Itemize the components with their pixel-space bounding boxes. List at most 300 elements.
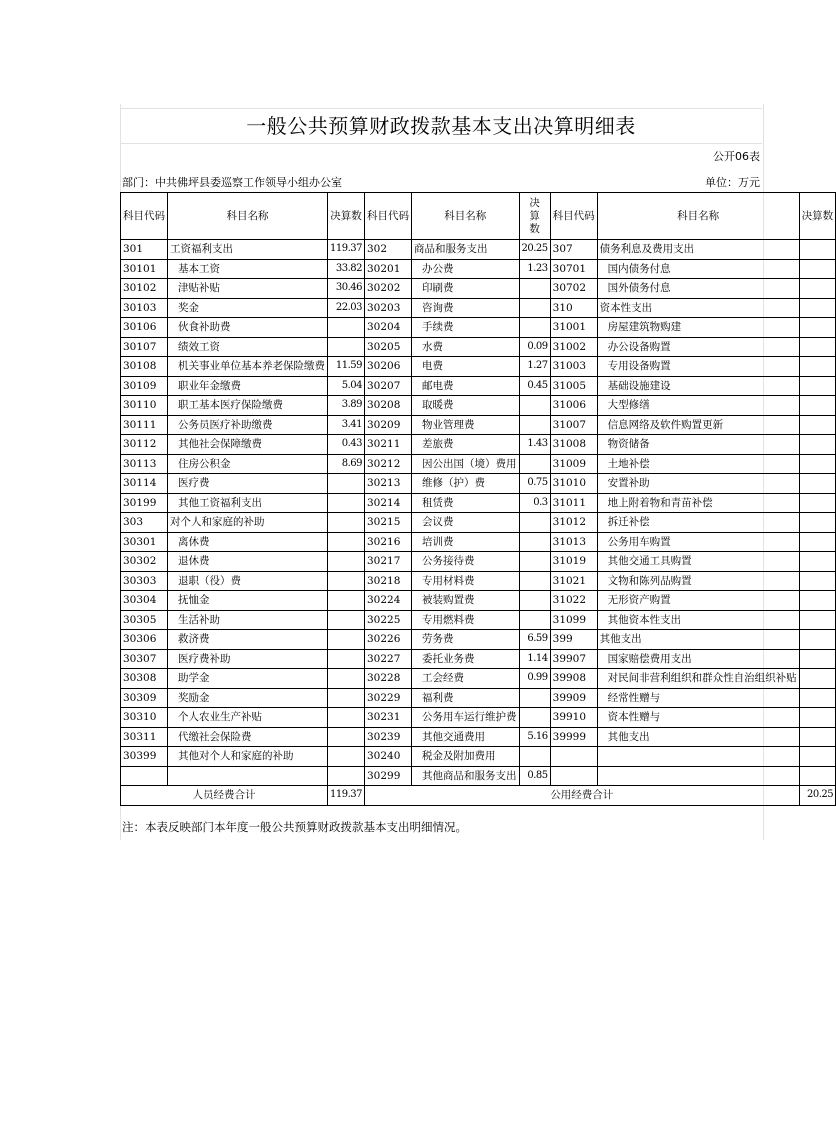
table-row — [121, 532, 836, 552]
cell-name: 福利费 — [412, 688, 520, 708]
cell-code: 31013 — [550, 532, 597, 552]
cell-amount — [328, 727, 365, 747]
cell-amount: 1.27 — [519, 357, 550, 377]
cell-amount — [799, 552, 836, 572]
table-row — [121, 766, 836, 786]
cell-name: 机关事业单位基本养老保险缴费 — [168, 357, 328, 377]
cell-name: 离休费 — [168, 532, 328, 552]
cell-amount — [328, 630, 365, 650]
cell-name: 电费 — [412, 357, 520, 377]
table-row — [121, 259, 836, 279]
cell-code: 30203 — [365, 298, 412, 318]
cell-amount — [519, 454, 550, 474]
header-amount-2 — [519, 193, 550, 240]
cell-name: 劳务费 — [412, 630, 520, 650]
cell-code: 31021 — [550, 571, 597, 591]
cell-amount — [328, 747, 365, 767]
cell-amount — [799, 493, 836, 513]
cell-code: 30228 — [365, 669, 412, 689]
cell-amount — [799, 415, 836, 435]
cell-code: 30702 — [550, 279, 597, 299]
cell-code — [550, 747, 597, 767]
cell-name: 被装购置费 — [412, 591, 520, 611]
cell-name: 税金及附加费用 — [412, 747, 520, 767]
cell-name: 因公出国（境）费用 — [412, 454, 520, 474]
cell-amount — [519, 571, 550, 591]
unit-label: 单位：万元 — [705, 176, 760, 189]
header-row — [121, 193, 836, 240]
cell-amount: 6.59 — [519, 630, 550, 650]
report-title: 一般公共预算财政拨款基本支出决算明细表 — [120, 108, 762, 144]
cell-amount — [519, 688, 550, 708]
cell-name: 基础设施建设 — [597, 376, 799, 396]
cell-code: 31005 — [550, 376, 597, 396]
cell-amount — [328, 708, 365, 728]
table-number: 公开06表 — [713, 150, 760, 163]
header-amount-3: 决算数 — [799, 193, 836, 240]
personnel-total-label: 人员经费合计 — [121, 786, 328, 806]
cell-code: 30106 — [121, 318, 168, 338]
cell-code: 30217 — [365, 552, 412, 572]
cell-code: 30113 — [121, 454, 168, 474]
cell-amount: 5.04 — [328, 376, 365, 396]
cell-name: 其他支出 — [597, 727, 799, 747]
cell-name: 基本工资 — [168, 259, 328, 279]
cell-name: 国内债务付息 — [597, 259, 799, 279]
cell-code: 30108 — [121, 357, 168, 377]
header-amount-1: 决算数 — [328, 193, 365, 240]
cell-amount: 0.45 — [519, 376, 550, 396]
cell-amount: 22.03 — [328, 298, 365, 318]
cell-amount — [519, 513, 550, 533]
cell-amount — [799, 357, 836, 377]
cell-code: 30701 — [550, 259, 597, 279]
table-row — [121, 571, 836, 591]
cell-name: 绩效工资 — [168, 337, 328, 357]
cell-name: 专用燃料费 — [412, 610, 520, 630]
cell-amount — [799, 649, 836, 669]
expenditure-table — [120, 192, 836, 806]
cell-code: 31007 — [550, 415, 597, 435]
cell-code: 30212 — [365, 454, 412, 474]
table-row — [121, 513, 836, 533]
table-row — [121, 727, 836, 747]
department-label: 部门：中共佛坪县委巡察工作领导小组办公室 — [122, 176, 342, 189]
cell-name: 物资储备 — [597, 435, 799, 455]
cell-amount: 3.41 — [328, 415, 365, 435]
cell-amount: 119.37 — [328, 240, 365, 260]
cell-name: 其他商品和服务支出 — [412, 766, 520, 786]
table-row — [121, 318, 836, 338]
cell-amount — [519, 552, 550, 572]
cell-code: 30303 — [121, 571, 168, 591]
cell-code: 30199 — [121, 493, 168, 513]
table-row — [121, 610, 836, 630]
header-code-1: 科目代码 — [121, 193, 168, 240]
table-row — [121, 708, 836, 728]
cell-code: 30202 — [365, 279, 412, 299]
cell-amount — [799, 396, 836, 416]
cell-code: 30227 — [365, 649, 412, 669]
cell-amount — [799, 435, 836, 455]
cell-code: 30311 — [121, 727, 168, 747]
cell-amount — [328, 610, 365, 630]
cell-name: 医疗费 — [168, 474, 328, 494]
cell-code: 30209 — [365, 415, 412, 435]
cell-amount — [799, 669, 836, 689]
cell-name: 咨询费 — [412, 298, 520, 318]
cell-amount — [328, 532, 365, 552]
table-row — [121, 591, 836, 611]
cell-code: 30102 — [121, 279, 168, 299]
cell-amount: 5.16 — [519, 727, 550, 747]
cell-amount: 0.75 — [519, 474, 550, 494]
cell-name: 资本性支出 — [597, 298, 799, 318]
cell-amount: 8.69 — [328, 454, 365, 474]
cell-code: 31012 — [550, 513, 597, 533]
cell-amount — [799, 747, 836, 767]
cell-amount — [799, 298, 836, 318]
table-row — [121, 279, 836, 299]
cell-amount — [328, 591, 365, 611]
cell-name: 安置补助 — [597, 474, 799, 494]
cell-code: 30225 — [365, 610, 412, 630]
cell-name: 个人农业生产补贴 — [168, 708, 328, 728]
cell-amount — [799, 708, 836, 728]
cell-code: 30112 — [121, 435, 168, 455]
cell-amount — [799, 766, 836, 786]
cell-amount — [799, 532, 836, 552]
cell-name: 会议费 — [412, 513, 520, 533]
cell-amount — [799, 571, 836, 591]
cell-amount: 1.43 — [519, 435, 550, 455]
cell-code: 30207 — [365, 376, 412, 396]
cell-code: 30399 — [121, 747, 168, 767]
cell-name: 抚恤金 — [168, 591, 328, 611]
table-row — [121, 357, 836, 377]
header-name-2: 科目名称 — [412, 193, 520, 240]
cell-code: 30213 — [365, 474, 412, 494]
cell-name: 医疗费补助 — [168, 649, 328, 669]
cell-code: 30309 — [121, 688, 168, 708]
cell-name: 救济费 — [168, 630, 328, 650]
cell-name: 其他工资福利支出 — [168, 493, 328, 513]
cell-code: 31006 — [550, 396, 597, 416]
cell-code: 30216 — [365, 532, 412, 552]
cell-name: 职业年金缴费 — [168, 376, 328, 396]
cell-name: 文物和陈列品购置 — [597, 571, 799, 591]
cell-code: 30224 — [365, 591, 412, 611]
cell-code: 31099 — [550, 610, 597, 630]
cell-code: 30226 — [365, 630, 412, 650]
cell-name: 商品和服务支出 — [412, 240, 520, 260]
cell-code: 30239 — [365, 727, 412, 747]
cell-code: 31009 — [550, 454, 597, 474]
cell-name: 经常性赠与 — [597, 688, 799, 708]
cell-amount — [799, 337, 836, 357]
cell-code: 30301 — [121, 532, 168, 552]
cell-amount — [799, 279, 836, 299]
table-row — [121, 396, 836, 416]
cell-code: 30305 — [121, 610, 168, 630]
cell-amount — [799, 513, 836, 533]
cell-code: 31019 — [550, 552, 597, 572]
cell-name: 公务接待费 — [412, 552, 520, 572]
cell-amount: 20.25 — [519, 240, 550, 260]
cell-name: 住房公积金 — [168, 454, 328, 474]
cell-amount — [328, 337, 365, 357]
cell-amount: 0.3 — [519, 493, 550, 513]
cell-amount — [519, 415, 550, 435]
cell-amount: 33.82 — [328, 259, 365, 279]
cell-name: 津贴补贴 — [168, 279, 328, 299]
cell-name: 信息网络及软件购置更新 — [597, 415, 799, 435]
cell-amount — [799, 240, 836, 260]
cell-name: 办公设备购置 — [597, 337, 799, 357]
table-row — [121, 474, 836, 494]
personnel-total-value: 119.37 — [328, 786, 365, 806]
cell-name: 房屋建筑物购建 — [597, 318, 799, 338]
cell-code: 30231 — [365, 708, 412, 728]
cell-name: 退职（役）费 — [168, 571, 328, 591]
cell-code: 30114 — [121, 474, 168, 494]
cell-code: 310 — [550, 298, 597, 318]
table-row — [121, 649, 836, 669]
cell-amount: 0.85 — [519, 766, 550, 786]
cell-code: 30240 — [365, 747, 412, 767]
cell-name: 工资福利支出 — [168, 240, 328, 260]
cell-amount — [328, 493, 365, 513]
table-row — [121, 435, 836, 455]
cell-name: 邮电费 — [412, 376, 520, 396]
cell-name: 培训费 — [412, 532, 520, 552]
cell-code: 30110 — [121, 396, 168, 416]
cell-name: 手续费 — [412, 318, 520, 338]
table-row — [121, 454, 836, 474]
cell-code: 30215 — [365, 513, 412, 533]
cell-name: 其他支出 — [597, 630, 799, 650]
cell-name: 拆迁补偿 — [597, 513, 799, 533]
cell-code: 39907 — [550, 649, 597, 669]
cell-name: 助学金 — [168, 669, 328, 689]
cell-amount — [328, 649, 365, 669]
cell-name: 国家赔偿费用支出 — [597, 649, 799, 669]
cell-code: 31002 — [550, 337, 597, 357]
cell-name: 资本性赠与 — [597, 708, 799, 728]
cell-amount — [799, 630, 836, 650]
cell-name: 水费 — [412, 337, 520, 357]
cell-code: 30211 — [365, 435, 412, 455]
cell-amount — [328, 669, 365, 689]
cell-name — [168, 766, 328, 786]
cell-amount — [328, 474, 365, 494]
cell-code: 301 — [121, 240, 168, 260]
cell-code: 31010 — [550, 474, 597, 494]
cell-code: 307 — [550, 240, 597, 260]
cell-name: 取暖费 — [412, 396, 520, 416]
cell-code: 31022 — [550, 591, 597, 611]
cell-code: 399 — [550, 630, 597, 650]
cell-code: 31011 — [550, 493, 597, 513]
cell-code: 30306 — [121, 630, 168, 650]
table-row — [121, 376, 836, 396]
cell-amount: 11.59 — [328, 357, 365, 377]
cell-name: 大型修缮 — [597, 396, 799, 416]
cell-name: 奖励金 — [168, 688, 328, 708]
cell-code: 30218 — [365, 571, 412, 591]
table-row — [121, 630, 836, 650]
cell-amount — [519, 279, 550, 299]
cell-name: 职工基本医疗保险缴费 — [168, 396, 328, 416]
cell-code — [121, 766, 168, 786]
cell-name: 其他资本性支出 — [597, 610, 799, 630]
cell-amount — [799, 474, 836, 494]
table-row — [121, 337, 836, 357]
table-row — [121, 240, 836, 260]
cell-name: 对民间非营利组织和群众性自治组织补贴 — [597, 669, 799, 689]
cell-amount — [799, 454, 836, 474]
cell-code: 30307 — [121, 649, 168, 669]
cell-amount: 1.23 — [519, 259, 550, 279]
cell-amount — [519, 532, 550, 552]
cell-code: 30208 — [365, 396, 412, 416]
cell-amount — [799, 610, 836, 630]
cell-code: 39999 — [550, 727, 597, 747]
cell-amount: 1.14 — [519, 649, 550, 669]
cell-amount — [799, 376, 836, 396]
cell-code — [550, 766, 597, 786]
cell-code: 30304 — [121, 591, 168, 611]
table-row — [121, 298, 836, 318]
cell-amount — [519, 610, 550, 630]
table-row — [121, 415, 836, 435]
cell-code: 31001 — [550, 318, 597, 338]
cell-amount — [328, 513, 365, 533]
cell-code: 30201 — [365, 259, 412, 279]
cell-name: 债务利息及费用支出 — [597, 240, 799, 260]
header-code-3: 科目代码 — [550, 193, 597, 240]
cell-code: 30214 — [365, 493, 412, 513]
cell-code: 39909 — [550, 688, 597, 708]
cell-code: 30206 — [365, 357, 412, 377]
cell-amount: 0.43 — [328, 435, 365, 455]
cell-name: 专用设备购置 — [597, 357, 799, 377]
cell-code: 30205 — [365, 337, 412, 357]
cell-amount — [519, 318, 550, 338]
table-row — [121, 552, 836, 572]
cell-code: 39910 — [550, 708, 597, 728]
cell-name: 其他对个人和家庭的补助 — [168, 747, 328, 767]
cell-name: 工会经费 — [412, 669, 520, 689]
public-total-label: 公用经费合计 — [365, 786, 800, 806]
cell-code: 30111 — [121, 415, 168, 435]
cell-amount — [799, 688, 836, 708]
cell-name — [597, 766, 799, 786]
header-name-3: 科目名称 — [597, 193, 799, 240]
header-code-2: 科目代码 — [365, 193, 412, 240]
header-amount-2-text: 决算数 — [529, 196, 540, 235]
cell-amount — [519, 298, 550, 318]
cell-amount: 0.99 — [519, 669, 550, 689]
cell-code: 30302 — [121, 552, 168, 572]
cell-code: 30229 — [365, 688, 412, 708]
cell-code: 302 — [365, 240, 412, 260]
cell-name: 委托业务费 — [412, 649, 520, 669]
cell-amount — [328, 552, 365, 572]
cell-name: 租赁费 — [412, 493, 520, 513]
footnote: 注：本表反映部门本年度一般公共预算财政拨款基本支出明细情况。 — [122, 820, 467, 834]
cell-name: 专用材料费 — [412, 571, 520, 591]
cell-name: 地上附着物和青苗补偿 — [597, 493, 799, 513]
cell-name: 对个人和家庭的补助 — [168, 513, 328, 533]
cell-amount — [328, 688, 365, 708]
cell-name: 土地补偿 — [597, 454, 799, 474]
table-row — [121, 688, 836, 708]
cell-name: 其他交通工具购置 — [597, 552, 799, 572]
cell-name: 印刷费 — [412, 279, 520, 299]
cell-code: 30299 — [365, 766, 412, 786]
cell-amount: 3.89 — [328, 396, 365, 416]
cell-code: 30204 — [365, 318, 412, 338]
cell-name: 公务员医疗补助缴费 — [168, 415, 328, 435]
cell-code: 30310 — [121, 708, 168, 728]
table-row — [121, 493, 836, 513]
cell-amount: 0.09 — [519, 337, 550, 357]
cell-name: 伙食补助费 — [168, 318, 328, 338]
header-name-1: 科目名称 — [168, 193, 328, 240]
table-row — [121, 669, 836, 689]
table-row — [121, 747, 836, 767]
cell-name: 公务用车运行维护费 — [412, 708, 520, 728]
cell-name: 其他社会保障缴费 — [168, 435, 328, 455]
cell-amount — [519, 396, 550, 416]
cell-amount — [799, 318, 836, 338]
cell-code: 30308 — [121, 669, 168, 689]
cell-amount — [799, 591, 836, 611]
cell-name: 维修（护）费 — [412, 474, 520, 494]
cell-name: 国外债务付息 — [597, 279, 799, 299]
cell-name — [597, 747, 799, 767]
cell-name: 代缴社会保险费 — [168, 727, 328, 747]
cell-name: 奖金 — [168, 298, 328, 318]
cell-code: 31008 — [550, 435, 597, 455]
cell-code: 30103 — [121, 298, 168, 318]
cell-amount — [328, 571, 365, 591]
cell-name: 退休费 — [168, 552, 328, 572]
cell-name: 差旅费 — [412, 435, 520, 455]
totals-row — [121, 786, 836, 806]
cell-code: 30101 — [121, 259, 168, 279]
cell-name: 无形资产购置 — [597, 591, 799, 611]
cell-code: 30107 — [121, 337, 168, 357]
cell-amount: 30.46 — [328, 279, 365, 299]
cell-name: 生活补助 — [168, 610, 328, 630]
cell-name: 物业管理费 — [412, 415, 520, 435]
cell-name: 公务用车购置 — [597, 532, 799, 552]
cell-amount — [519, 747, 550, 767]
cell-amount — [328, 766, 365, 786]
cell-code: 39908 — [550, 669, 597, 689]
cell-amount — [799, 727, 836, 747]
public-total-value: 20.25 — [799, 786, 836, 806]
cell-amount — [519, 591, 550, 611]
cell-code: 30109 — [121, 376, 168, 396]
cell-amount — [519, 708, 550, 728]
cell-amount — [328, 318, 365, 338]
cell-code: 303 — [121, 513, 168, 533]
cell-amount — [799, 259, 836, 279]
cell-code: 31003 — [550, 357, 597, 377]
